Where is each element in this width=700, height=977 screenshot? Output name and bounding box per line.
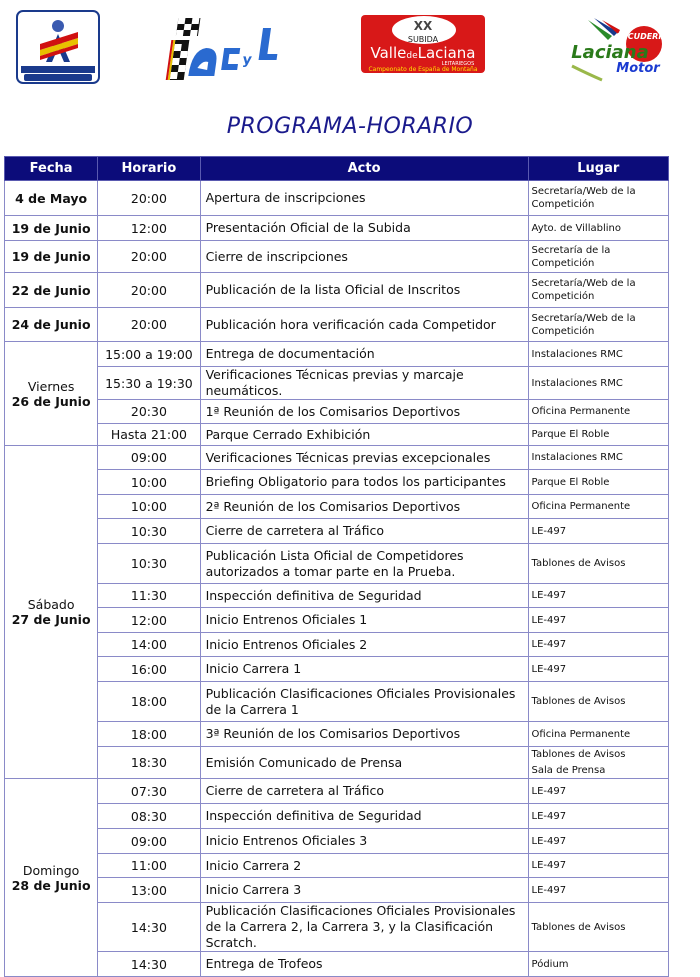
svg-text:Laciana: Laciana [571, 42, 649, 63]
event-cell: Publicación de la lista Oficial de Inscritos [200, 273, 528, 308]
table-row [5, 682, 669, 722]
place-label: LE-497 [531, 884, 567, 896]
event-cell: Cierre de carretera al Tráfico [200, 779, 528, 804]
table-row [5, 952, 669, 977]
place-label: Tablones de Avisos [531, 749, 626, 760]
table-row [5, 400, 669, 424]
place-cell [528, 829, 668, 854]
time-cell: 15:30 a 19:30 [98, 367, 200, 400]
event-cell: Publicación hora verificación cada Competidor [200, 308, 528, 342]
place-cell [528, 878, 668, 903]
event-cell: 1ª Reunión de los Comisarios Deportivos [200, 400, 528, 424]
table-row [5, 903, 669, 952]
place-label: Instalaciones RMC [531, 452, 623, 463]
place-cell [528, 608, 668, 633]
event-cell: Verificaciones Técnicas previas y marcaje neumáticos. [200, 367, 528, 400]
place-cell [528, 495, 668, 519]
time-cell: 15:00 a 19:00 [98, 342, 200, 367]
table-row [5, 829, 669, 854]
table-row [5, 584, 669, 608]
time-cell: 14:30 [98, 903, 200, 952]
time-cell: 10:00 [98, 470, 200, 495]
date-cell: 4 de Mayo [5, 181, 98, 216]
valle-de-laciana-logo [360, 14, 486, 74]
place-cell: Secretaría/Web de la Competición [528, 308, 668, 342]
place-cell: Secretaría/Web de la Competición [528, 273, 668, 308]
header-horario: Horario [98, 157, 200, 181]
place-cell [528, 519, 668, 544]
place-cell [528, 779, 668, 804]
place-label: Instalaciones RMC [531, 377, 623, 389]
date-group-cell [5, 446, 98, 779]
table-row [5, 854, 669, 878]
place-label: LE-497 [531, 785, 567, 797]
place-label: Oficina Permanente [531, 501, 631, 512]
event-cell: Inicio Carrera 2 [200, 854, 528, 878]
place-label: Parque El Roble [531, 429, 610, 440]
place-label: LE-497 [531, 810, 567, 822]
table-row [5, 804, 669, 829]
time-cell: 18:30 [98, 747, 200, 779]
place-cell: Ayto. de Villablino [528, 216, 668, 241]
table-row [5, 446, 669, 470]
event-cell: Presentación Oficial de la Subida [200, 216, 528, 241]
place-cell [528, 446, 668, 470]
event-cell: Entrega de Trofeos [200, 952, 528, 977]
logos-bar [0, 0, 700, 100]
place-cell [528, 804, 668, 829]
date-label: 28 de Junio [11, 877, 91, 893]
place-cell [528, 342, 668, 367]
time-cell: 10:00 [98, 495, 200, 519]
date-cell: 22 de Junio [5, 273, 98, 308]
place-cell: Secretaría de la Competición [528, 241, 668, 273]
place-cell [528, 903, 668, 952]
time-cell: 16:00 [98, 657, 200, 682]
table-row [5, 608, 669, 633]
table-row [5, 519, 669, 544]
time-cell: 18:00 [98, 722, 200, 747]
place-label-secondary: Sala de Prensa [531, 765, 606, 776]
facyl-logo [165, 14, 285, 84]
table-row [5, 495, 669, 519]
event-cell: Inicio Entrenos Oficiales 2 [200, 633, 528, 657]
place-cell [528, 633, 668, 657]
time-cell: 20:00 [98, 273, 200, 308]
time-cell: 07:30 [98, 779, 200, 804]
time-cell: 11:30 [98, 584, 200, 608]
event-cell: Verificaciones Técnicas previas excepcionales [200, 446, 528, 470]
place-label: LE-497 [531, 835, 567, 847]
time-cell: 09:00 [98, 829, 200, 854]
place-label: Tablones de Avisos [531, 696, 626, 707]
place-cell [528, 400, 668, 424]
time-cell: Hasta 21:00 [98, 424, 200, 446]
time-cell: 14:30 [98, 952, 200, 977]
date-group-cell [5, 779, 98, 977]
place-label: Tablones de Avisos [531, 921, 626, 933]
date-cell: 19 de Junio [5, 241, 98, 273]
event-cell: Cierre de carretera al Tráfico [200, 519, 528, 544]
table-row [5, 878, 669, 903]
place-cell: Secretaría/Web de la Competición [528, 181, 668, 216]
place-cell [528, 424, 668, 446]
table-row [5, 657, 669, 682]
place-cell [528, 747, 668, 779]
event-cell: Publicación Clasificaciones Oficiales Provisionales de la Carrera 1 [200, 682, 528, 722]
place-label: LE-497 [531, 860, 567, 871]
date-cell: 24 de Junio [5, 308, 98, 342]
svg-text:y: y [241, 52, 253, 68]
svg-text:ESCUDERIA: ESCUDERIA [616, 32, 668, 41]
svg-text:ValledeLaciana: ValledeLaciana [370, 44, 476, 62]
header-acto: Acto [200, 157, 528, 181]
time-cell: 10:30 [98, 544, 200, 584]
event-cell: Entrega de documentación [200, 342, 528, 367]
table-row [5, 747, 669, 779]
table-row [5, 424, 669, 446]
event-cell: Inicio Entrenos Oficiales 3 [200, 829, 528, 854]
table-row [5, 216, 669, 241]
place-cell [528, 470, 668, 495]
time-cell: 20:00 [98, 181, 200, 216]
table-row [5, 633, 669, 657]
place-label: LE-497 [531, 639, 567, 650]
place-cell [528, 722, 668, 747]
laciana-motor-logo [568, 16, 668, 82]
place-cell [528, 544, 668, 584]
table-row [5, 181, 669, 216]
event-cell: Inspección definitiva de Seguridad [200, 804, 528, 829]
table-row [5, 367, 669, 400]
event-cell: Publicación Clasificaciones Oficiales Provisionales de la Carrera 2, la Carrera 3, y la Clasificación Scratch. [200, 903, 528, 952]
place-label: Oficina Permanente [531, 406, 631, 417]
table-row [5, 308, 669, 342]
schedule-table [4, 156, 669, 977]
event-cell: Apertura de inscripciones [200, 181, 528, 216]
place-label: LE-497 [531, 525, 567, 537]
place-cell [528, 367, 668, 400]
table-header-row [5, 157, 669, 181]
event-cell: Publicación Lista Oficial de Competidores autorizados a tomar parte en la Prueba. [200, 544, 528, 584]
svg-text:Motor: Motor [616, 61, 660, 76]
event-cell: Emisión Comunicado de Prensa [200, 747, 528, 779]
event-cell: Inicio Entrenos Oficiales 1 [200, 608, 528, 633]
table-row [5, 273, 669, 308]
place-cell [528, 657, 668, 682]
event-cell: Cierre de inscripciones [200, 241, 528, 273]
svg-text:LEITARIEGOS: LEITARIEGOS [441, 61, 475, 67]
page-title: PROGRAMA-HORARIO [226, 114, 474, 139]
svg-text:Campeonato de España de Montañ: Campeonato de España de Montaña [368, 66, 478, 73]
date-cell: 19 de Junio [5, 216, 98, 241]
time-cell: 13:00 [98, 878, 200, 903]
table-row [5, 722, 669, 747]
place-label: Parque El Roble [531, 476, 610, 488]
cem-logo [16, 10, 100, 84]
time-cell: 12:00 [98, 608, 200, 633]
event-cell: 2ª Reunión de los Comisarios Deportivos [200, 495, 528, 519]
time-cell: 10:30 [98, 519, 200, 544]
place-label: Instalaciones RMC [531, 348, 623, 360]
event-cell: Briefing Obligatorio para todos los participantes [200, 470, 528, 495]
time-cell: 09:00 [98, 446, 200, 470]
header-fecha: Fecha [5, 157, 98, 181]
place-cell [528, 952, 668, 977]
table-row [5, 241, 669, 273]
header-lugar: Lugar [528, 157, 668, 181]
weekday-label: Domingo [22, 862, 80, 878]
time-cell: 20:30 [98, 400, 200, 424]
place-cell [528, 584, 668, 608]
time-cell: 20:00 [98, 241, 200, 273]
date-group-cell [5, 342, 98, 446]
table-row [5, 342, 669, 367]
time-cell: 08:30 [98, 804, 200, 829]
time-cell: 20:00 [98, 308, 200, 342]
event-cell: 3ª Reunión de los Comisarios Deportivos [200, 722, 528, 747]
date-label: 26 de Junio [11, 393, 91, 409]
place-cell [528, 682, 668, 722]
place-label: Pódium [531, 958, 569, 970]
time-cell: 11:00 [98, 854, 200, 878]
weekday-label: Sábado [27, 597, 75, 612]
place-label: Tablones de Avisos [531, 558, 626, 569]
date-label: 27 de Junio [11, 612, 91, 627]
time-cell: 14:00 [98, 633, 200, 657]
place-cell [528, 854, 668, 878]
table-row [5, 544, 669, 584]
svg-text:SUBIDA: SUBIDA [407, 35, 439, 44]
weekday-label: Viernes [27, 378, 75, 394]
time-cell: 12:00 [98, 216, 200, 241]
time-cell: 18:00 [98, 682, 200, 722]
place-label: Oficina Permanente [531, 728, 631, 740]
svg-text:XX: XX [413, 19, 433, 33]
event-cell: Inspección definitiva de Seguridad [200, 584, 528, 608]
place-label: LE-497 [531, 663, 567, 675]
table-row [5, 779, 669, 804]
place-label: LE-497 [531, 614, 567, 626]
event-cell: Parque Cerrado Exhibición [200, 424, 528, 446]
table-row [5, 470, 669, 495]
place-label: LE-497 [531, 590, 567, 601]
event-cell: Inicio Carrera 1 [200, 657, 528, 682]
event-cell: Inicio Carrera 3 [200, 878, 528, 903]
